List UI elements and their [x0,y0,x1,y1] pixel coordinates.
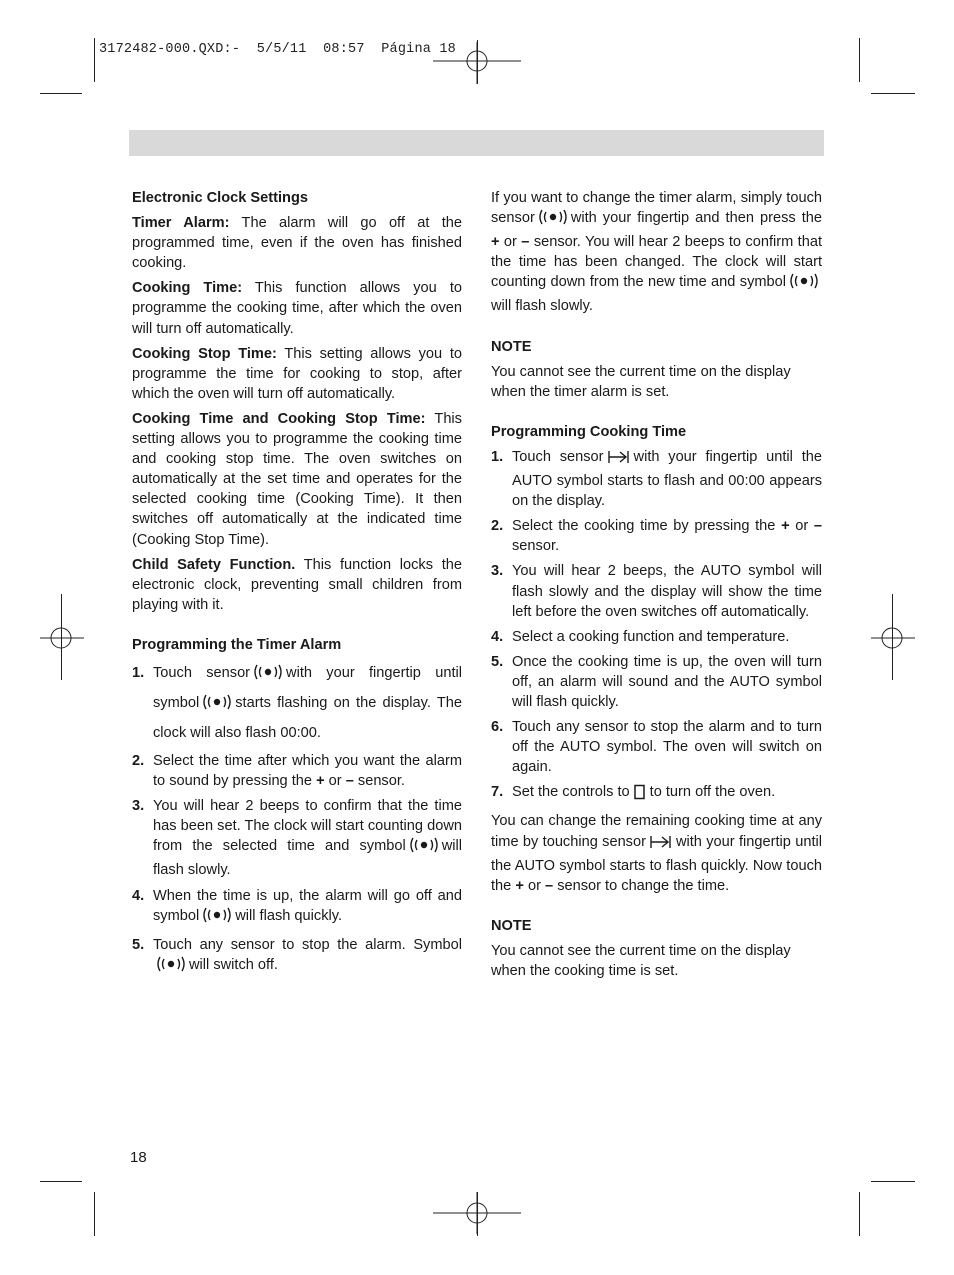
list-item: 5. Once the cooking time is up, the oven will turn off, an alarm will sound and the AUTO symbol will flash quickly. [491,653,822,710]
registration-mark-top [430,40,525,86]
registration-mark-left [38,615,86,661]
cooking-time-steps [491,447,822,807]
right-column [491,188,822,986]
alarm-bell-icon [538,208,568,232]
note-title: NOTE [491,338,532,355]
alarm-bell-icon [409,836,439,860]
definition-child-safety: Child Safety Function. This function locks the electronic clock, preventing small children from playing with it. [132,556,462,613]
list-item: 1. Touch sensor with your fingertip until the AUTO symbol starts to flash and 00:00 appears on the display. [491,448,822,510]
section-header-band [129,130,824,156]
page-number: 18 [130,1149,147,1166]
registration-mark-right [869,615,917,661]
definition-cooking-time-and-stop-time: Cooking Time and Cooking Stop Time: This setting allows you to programme the cooking time and cooking stop time. The oven switches on automatically at the set time and operates for the selected cooking time (Cooking Time). It then switches off automatically at the indicated time (Cooking Stop Time). [132,410,462,548]
list-item: 2. Select the cooking time by pressing the + or – sensor. [491,518,822,555]
print-header: 3172482-000.QXD:- 5/5/11 08:57 Página 18 [99,42,456,57]
change-cooking-time-paragraph: You can change the remaining cooking time at any time by touching sensor with your fingertip until the AUTO symbol starts to flash quickly. Now touch the + or – sensor to change the time. [491,813,822,894]
list-item: 2. Select the time after which you want the alarm to sound by pressing the + or – sensor. [132,752,462,790]
note-text: You cannot see the current time on the display when the timer alarm is set. [491,363,791,400]
alarm-bell-icon [789,272,819,296]
definition-cooking-stop-time: Cooking Stop Time: This setting allows you to programme the time for cooking to stop, after which the oven will turn off automatically. [132,345,462,402]
oven-off-icon [633,784,647,806]
clock-settings-heading: Electronic Clock Settings [132,190,308,206]
list-item: 6. Touch any sensor to stop the alarm and to turn off the AUTO symbol. The oven will switch on again. [491,719,822,776]
registration-mark-bottom [430,1190,525,1236]
cooking-time-heading: Programming Cooking Time [491,423,687,440]
alarm-bell-icon [253,663,283,690]
list-item: 3. You will hear 2 beeps, the AUTO symbol will flash slowly and the display will show the time left before the oven switches off automatically. [491,563,822,620]
cooking-time-icon [607,449,631,471]
definition-timer-alarm: Timer Alarm: The alarm will go off at the programmed time, even if the oven has finished cooking. [132,215,462,272]
timer-alarm-heading: Programming the Timer Alarm [132,636,342,653]
left-column [132,188,462,984]
note-title: NOTE [491,917,532,934]
list-item: 7. Set the controls to to turn off the oven. [491,782,822,806]
list-item: 5. Touch any sensor to stop the alarm. Symbolwill switch off. [132,935,462,979]
list-item: 4. When the time is up, the alarm will go off and symbol will flash quickly. [132,886,462,930]
list-item: 4. Select a cooking function and temperature. [491,628,790,645]
alarm-bell-icon [202,906,232,930]
cooking-time-icon [649,834,673,856]
alarm-bell-icon [156,955,186,979]
timer-alarm-steps [132,660,462,979]
list-item: 1. Touch sensor with your fingertip until symbol starts flashing on the display. The clock will also flash 00:00. [132,664,462,741]
change-timer-paragraph: If you want to change the timer alarm, simply touch sensor with your fingertip and then press the + or – sensor. You will hear 2 beeps to confirm that the time has been changed. The clock will start counting down from the new time and symbolwill flash slowly. [491,190,822,315]
alarm-bell-icon [202,693,232,720]
note-text: You cannot see the current time on the display when the cooking time is set. [491,942,791,979]
definition-cooking-time: Cooking Time: This function allows you to programme the cooking time, after which the oven will turn off automatically. [132,280,462,337]
list-item: 3. You will hear 2 beeps to confirm that the time has been set. The clock will start counting down from the selected time and symbol will flash slowly. [132,798,462,879]
